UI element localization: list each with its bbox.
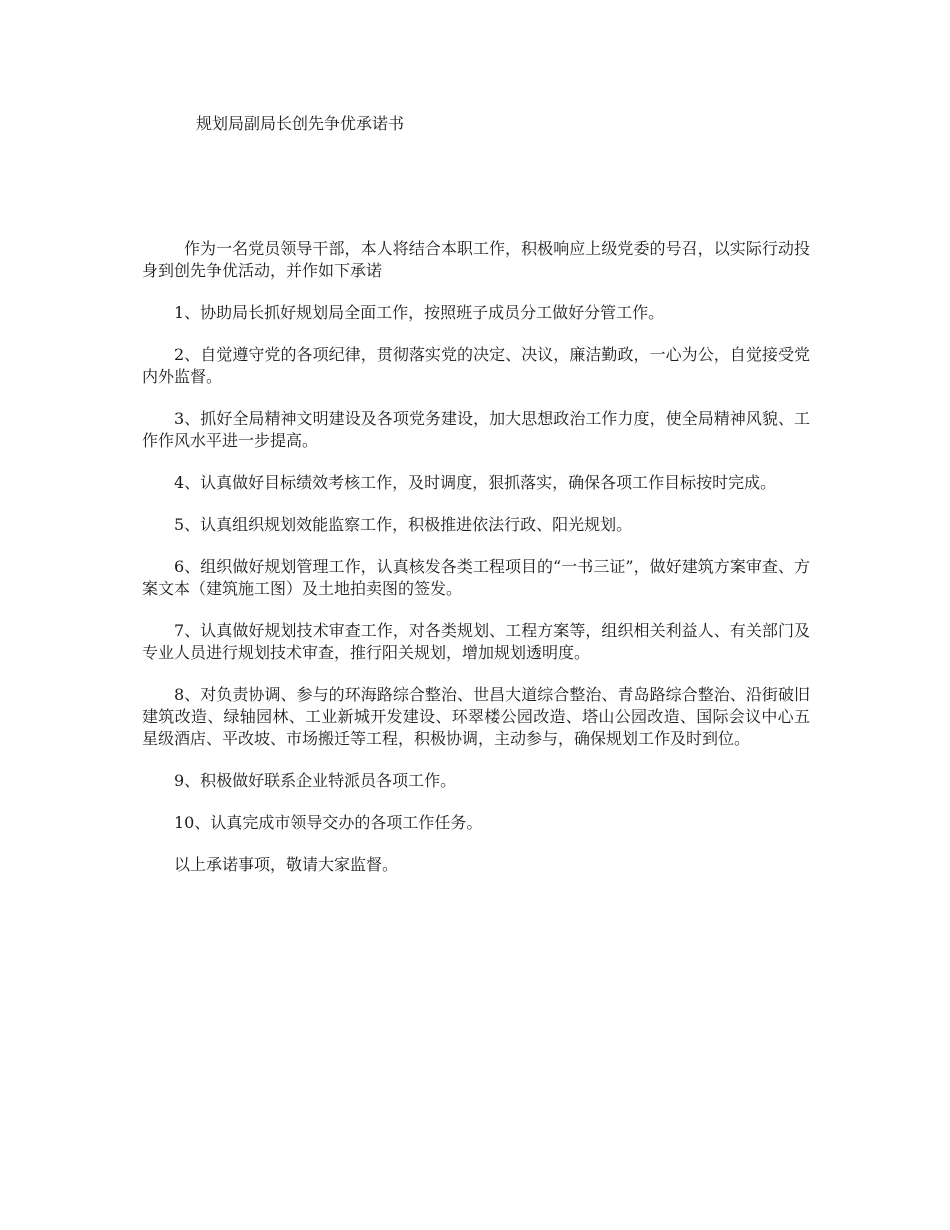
commitment-item-2: 2、自觉遵守党的各项纪律，贯彻落实党的决定、决议，廉洁勤政，一心为公，自觉接受党内外监督。 xyxy=(142,345,810,386)
commitment-item-5: 5、认真组织规划效能监察工作，积极推进依法行政、阳光规划。 xyxy=(174,515,633,534)
commitment-item-9: 9、积极做好联系企业特派员各项工作。 xyxy=(174,771,457,790)
commitment-item-3: 3、抓好全局精神文明建设及各项党务建设，加大思想政治工作力度，使全局精神风貌、工作作风水平进一步提高。 xyxy=(142,409,810,450)
closing-paragraph: 以上承诺事项，敬请大家监督。 xyxy=(174,855,399,874)
commitment-item-1: 1、协助局长抓好规划局全面工作，按照班子成员分工做好分管工作。 xyxy=(174,303,665,322)
commitment-item-10: 10、认真完成市领导交办的各项工作任务。 xyxy=(174,813,483,832)
document-body xyxy=(142,238,810,896)
intro-paragraph: 作为一名党员领导干部，本人将结合本职工作，积极响应上级党委的号召，以实际行动投身到创先争优活动，并作如下承诺 xyxy=(142,239,810,280)
commitment-item-4: 4、认真做好目标绩效考核工作，及时调度，狠抓落实，确保各项工作目标按时完成。 xyxy=(174,473,777,492)
commitment-item-8: 8、对负责协调、参与的环海路综合整治、世昌大道综合整治、青岛路综合整治、沿街破旧建筑改造、绿轴园林、工业新城开发建设、环翠楼公园改造、塔山公园改造、国际会议中心五星级酒店、平改坡、市场搬迁等工程，积极协调，主动参与，确保规划工作及时到位。 xyxy=(142,685,810,748)
commitment-item-6: 6、组织做好规划管理工作，认真核发各类工程项目的“一书三证”，做好建筑方案审查、方案文本（建筑施工图）及土地拍卖图的签发。 xyxy=(142,557,810,598)
commitment-item-7: 7、认真做好规划技术审查工作，对各类规划、工程方案等，组织相关利益人、有关部门及专业人员进行规划技术审查，推行阳关规划，增加规划透明度。 xyxy=(142,621,810,662)
document-title: 规划局副局长创先争优承诺书 xyxy=(196,114,405,133)
